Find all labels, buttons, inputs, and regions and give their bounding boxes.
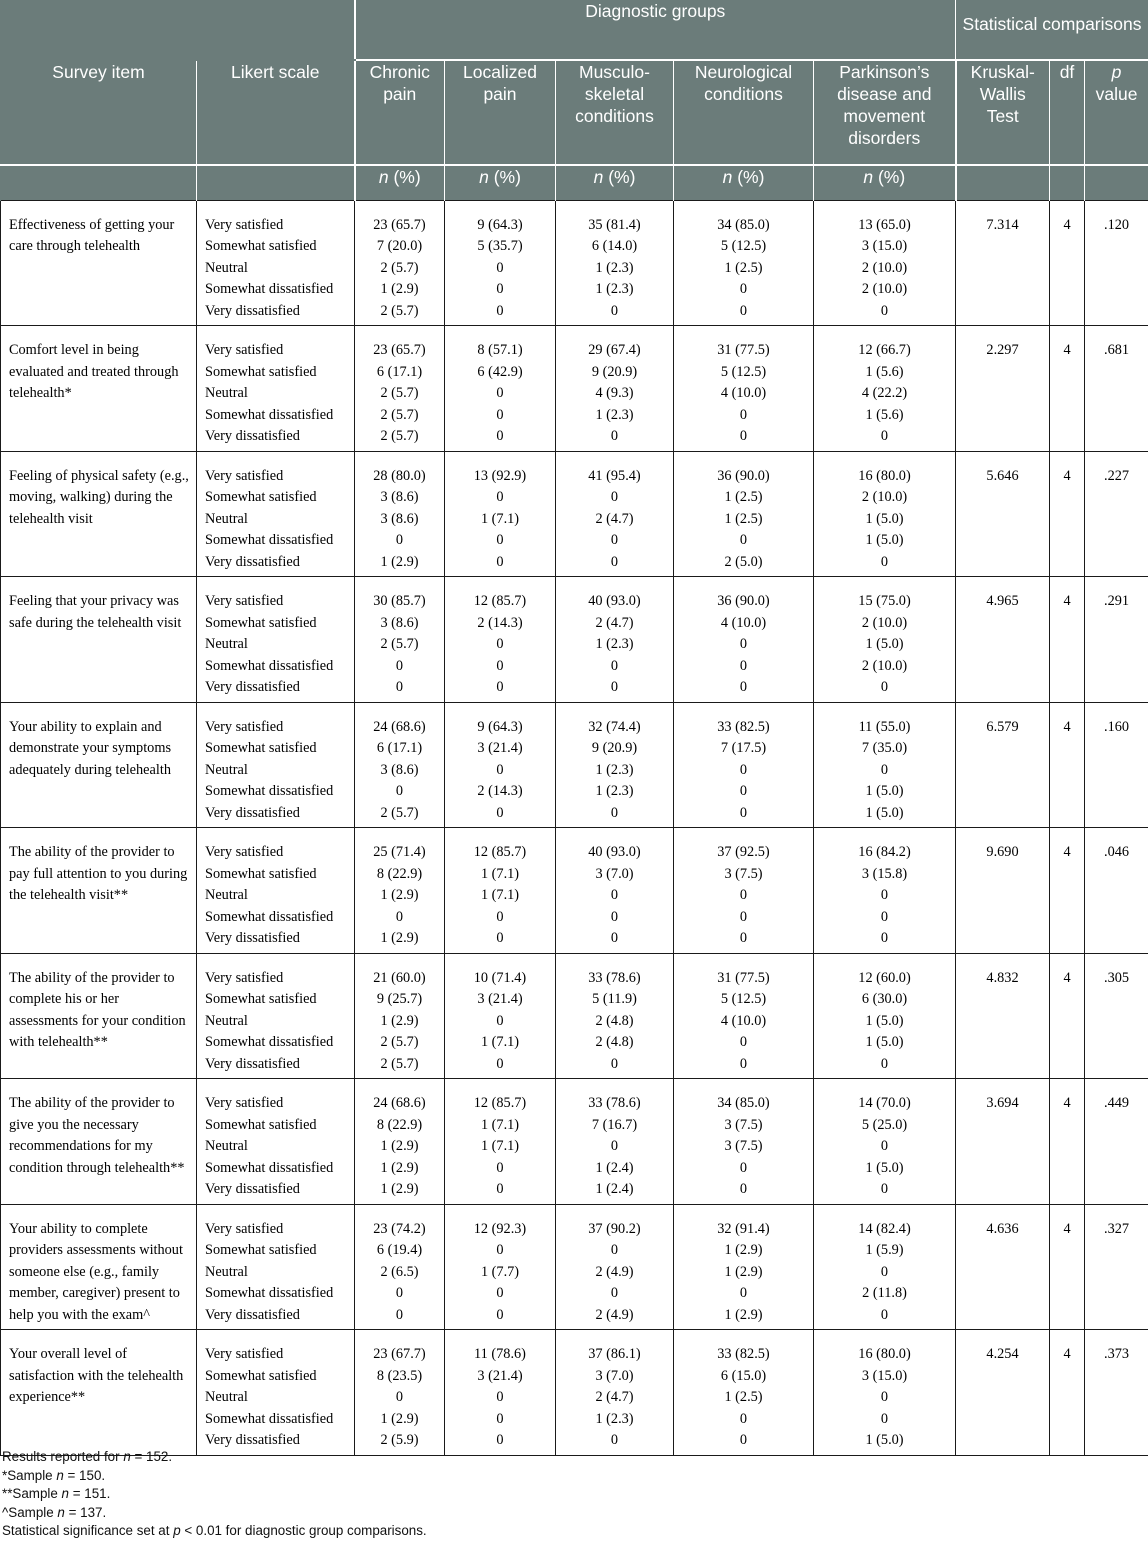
header-p-value <box>1085 60 1148 165</box>
footnote-significance: Statistical significance set at p < 0.01 for diagnostic group comparisons. <box>2 1523 427 1539</box>
cell-p-value: .681 <box>1085 326 1148 452</box>
survey-row <box>1 326 1148 452</box>
likert-levels: Very satisfied Somewhat satisfied Neutral Somewhat dissatisfied Very dissatisfied <box>197 451 355 577</box>
cell-localized-pain: 10 (71.4) 3 (21.4) 0 1 (7.1) 0 <box>445 953 556 1079</box>
cell-musculoskeletal: 33 (78.6) 5 (11.9) 2 (4.8) 2 (4.8) 0 <box>556 953 674 1079</box>
likert-levels: Very satisfied Somewhat satisfied Neutral Somewhat dissatisfied Very dissatisfied <box>197 1204 355 1330</box>
header-group-parkinsons: Parkinson’s disease and movement disorders <box>814 60 956 165</box>
header-units-blank-4 <box>1050 165 1085 200</box>
cell-musculoskeletal: 32 (74.4) 9 (20.9) 1 (2.3) 1 (2.3) 0 <box>556 702 674 828</box>
footnote-total-n: Results reported for n = 152. <box>2 1449 173 1464</box>
cell-localized-pain: 9 (64.3) 5 (35.7) 0 0 0 <box>445 200 556 326</box>
cell-df: 4 <box>1050 953 1085 1079</box>
footnote-single-asterisk: *Sample n = 150. <box>2 1467 106 1483</box>
cell-df: 4 <box>1050 577 1085 703</box>
header-units-blank-5 <box>1085 165 1148 200</box>
survey-row <box>1 953 1148 1079</box>
cell-parkinsons: 14 (70.0) 5 (25.0) 0 1 (5.0) 0 <box>814 1079 956 1205</box>
cell-musculoskeletal: 29 (67.4) 9 (20.9) 4 (9.3) 1 (2.3) 0 <box>556 326 674 452</box>
header-units-n-pct: n (%) <box>355 165 445 200</box>
cell-neurological: 33 (82.5) 7 (17.5) 0 0 0 <box>674 702 814 828</box>
header-blank <box>1 0 355 60</box>
cell-chronic-pain: 23 (65.7) 6 (17.1) 2 (5.7) 2 (5.7) 2 (5.7) <box>355 326 445 452</box>
header-likert-scale: Likert scale <box>197 60 355 165</box>
survey-row <box>1 200 1148 326</box>
likert-levels: Very satisfied Somewhat satisfied Neutral Somewhat dissatisfied Very dissatisfied <box>197 702 355 828</box>
table-header <box>1 0 1148 200</box>
p-italic: p <box>1111 62 1122 82</box>
cell-neurological: 32 (91.4) 1 (2.9) 1 (2.9) 0 1 (2.9) <box>674 1204 814 1330</box>
header-units-n-pct: n (%) <box>674 165 814 200</box>
cell-parkinsons: 16 (80.0) 3 (15.0) 0 0 1 (5.0) <box>814 1330 956 1456</box>
cell-chronic-pain: 23 (67.7) 8 (23.5) 0 1 (2.9) 2 (5.9) <box>355 1330 445 1456</box>
cell-chronic-pain: 24 (68.6) 8 (22.9) 1 (2.9) 1 (2.9) 1 (2.9) <box>355 1079 445 1205</box>
cell-df: 4 <box>1050 1079 1085 1205</box>
cell-p-value: .160 <box>1085 702 1148 828</box>
cell-musculoskeletal: 40 (93.0) 3 (7.0) 0 0 0 <box>556 828 674 954</box>
survey-row <box>1 1079 1148 1205</box>
likert-levels: Very satisfied Somewhat satisfied Neutral Somewhat dissatisfied Very dissatisfied <box>197 200 355 326</box>
header-survey-item: Survey item <box>1 60 197 165</box>
cell-parkinsons: 11 (55.0) 7 (35.0) 0 1 (5.0) 1 (5.0) <box>814 702 956 828</box>
header-df: df <box>1050 60 1085 165</box>
cell-kruskal-wallis: 4.636 <box>956 1204 1050 1330</box>
cell-chronic-pain: 30 (85.7) 3 (8.6) 2 (5.7) 0 0 <box>355 577 445 703</box>
likert-levels: Very satisfied Somewhat satisfied Neutral Somewhat dissatisfied Very dissatisfied <box>197 326 355 452</box>
cell-p-value: .305 <box>1085 953 1148 1079</box>
survey-row <box>1 828 1148 954</box>
cell-neurological: 33 (82.5) 6 (15.0) 1 (2.5) 0 0 <box>674 1330 814 1456</box>
header-group-neurological: Neurological conditions <box>674 60 814 165</box>
survey-item-text: The ability of the provider to give you the necessary recommendations for my condition through telehealth** <box>1 1079 197 1205</box>
cell-p-value: .046 <box>1085 828 1148 954</box>
cell-kruskal-wallis: 5.646 <box>956 451 1050 577</box>
cell-p-value: .291 <box>1085 577 1148 703</box>
p-value-word: value <box>1095 84 1138 104</box>
cell-parkinsons: 12 (66.7) 1 (5.6) 4 (22.2) 1 (5.6) 0 <box>814 326 956 452</box>
likert-levels: Very satisfied Somewhat satisfied Neutral Somewhat dissatisfied Very dissatisfied <box>197 577 355 703</box>
table-footnotes <box>2 1448 427 1541</box>
cell-chronic-pain: 25 (71.4) 8 (22.9) 1 (2.9) 0 1 (2.9) <box>355 828 445 954</box>
cell-kruskal-wallis: 9.690 <box>956 828 1050 954</box>
header-units-n-pct: n (%) <box>445 165 556 200</box>
survey-item-text: The ability of the provider to complete his or her assessments for your condition with telehealth** <box>1 953 197 1079</box>
header-group-musculoskeletal: Musculo-skeletal conditions <box>556 60 674 165</box>
survey-row <box>1 1204 1148 1330</box>
cell-musculoskeletal: 37 (86.1) 3 (7.0) 2 (4.7) 1 (2.3) 0 <box>556 1330 674 1456</box>
cell-chronic-pain: 21 (60.0) 9 (25.7) 1 (2.9) 2 (5.7) 2 (5.7) <box>355 953 445 1079</box>
cell-kruskal-wallis: 3.694 <box>956 1079 1050 1205</box>
cell-df: 4 <box>1050 702 1085 828</box>
cell-neurological: 36 (90.0) 1 (2.5) 1 (2.5) 0 2 (5.0) <box>674 451 814 577</box>
survey-row <box>1 1330 1148 1456</box>
cell-parkinsons: 12 (60.0) 6 (30.0) 1 (5.0) 1 (5.0) 0 <box>814 953 956 1079</box>
cell-df: 4 <box>1050 1330 1085 1456</box>
header-statistical-comparisons: Statistical comparisons <box>956 0 1148 60</box>
cell-chronic-pain: 23 (65.7) 7 (20.0) 2 (5.7) 1 (2.9) 2 (5.7) <box>355 200 445 326</box>
cell-p-value: .227 <box>1085 451 1148 577</box>
cell-neurological: 31 (77.5) 5 (12.5) 4 (10.0) 0 0 <box>674 953 814 1079</box>
header-units-n-pct: n (%) <box>814 165 956 200</box>
likert-levels: Very satisfied Somewhat satisfied Neutral Somewhat dissatisfied Very dissatisfied <box>197 953 355 1079</box>
survey-item-text: The ability of the provider to pay full attention to you during the telehealth visit** <box>1 828 197 954</box>
cell-chronic-pain: 23 (74.2) 6 (19.4) 2 (6.5) 0 0 <box>355 1204 445 1330</box>
header-kruskal-wallis: Kruskal-Wallis Test <box>956 60 1050 165</box>
cell-neurological: 36 (90.0) 4 (10.0) 0 0 0 <box>674 577 814 703</box>
header-units-blank-3 <box>956 165 1050 200</box>
footnote-double-asterisk: **Sample n = 151. <box>2 1486 111 1502</box>
cell-neurological: 37 (92.5) 3 (7.5) 0 0 0 <box>674 828 814 954</box>
cell-parkinsons: 16 (84.2) 3 (15.8) 0 0 0 <box>814 828 956 954</box>
cell-parkinsons: 14 (82.4) 1 (5.9) 0 2 (11.8) 0 <box>814 1204 956 1330</box>
cell-localized-pain: 13 (92.9) 0 1 (7.1) 0 0 <box>445 451 556 577</box>
cell-p-value: .327 <box>1085 1204 1148 1330</box>
survey-row <box>1 577 1148 703</box>
cell-localized-pain: 12 (85.7) 1 (7.1) 1 (7.1) 0 0 <box>445 1079 556 1205</box>
cell-p-value: .449 <box>1085 1079 1148 1205</box>
cell-df: 4 <box>1050 200 1085 326</box>
cell-p-value: .120 <box>1085 200 1148 326</box>
cell-p-value: .373 <box>1085 1330 1148 1456</box>
cell-df: 4 <box>1050 326 1085 452</box>
survey-item-text: Your ability to complete providers assessments without someone else (e.g., family member, caregiver) present to help you with the exam^ <box>1 1204 197 1330</box>
cell-chronic-pain: 24 (68.6) 6 (17.1) 3 (8.6) 0 2 (5.7) <box>355 702 445 828</box>
survey-item-text: Your ability to explain and demonstrate your symptoms adequately during telehealth <box>1 702 197 828</box>
survey-row <box>1 451 1148 577</box>
cell-localized-pain: 12 (85.7) 1 (7.1) 1 (7.1) 0 0 <box>445 828 556 954</box>
header-diagnostic-groups: Diagnostic groups <box>355 0 956 60</box>
survey-item-text: Feeling of physical safety (e.g., moving, walking) during the telehealth visit <box>1 451 197 577</box>
likert-levels: Very satisfied Somewhat satisfied Neutral Somewhat dissatisfied Very dissatisfied <box>197 1079 355 1205</box>
cell-kruskal-wallis: 7.314 <box>956 200 1050 326</box>
cell-localized-pain: 8 (57.1) 6 (42.9) 0 0 0 <box>445 326 556 452</box>
header-units-blank-2 <box>197 165 355 200</box>
cell-kruskal-wallis: 6.579 <box>956 702 1050 828</box>
cell-df: 4 <box>1050 451 1085 577</box>
likert-levels: Very satisfied Somewhat satisfied Neutral Somewhat dissatisfied Very dissatisfied <box>197 828 355 954</box>
cell-localized-pain: 11 (78.6) 3 (21.4) 0 0 0 <box>445 1330 556 1456</box>
survey-item-text: Your overall level of satisfaction with the telehealth experience** <box>1 1330 197 1456</box>
cell-chronic-pain: 28 (80.0) 3 (8.6) 3 (8.6) 0 1 (2.9) <box>355 451 445 577</box>
cell-localized-pain: 12 (92.3) 0 1 (7.7) 0 0 <box>445 1204 556 1330</box>
cell-musculoskeletal: 41 (95.4) 0 2 (4.7) 0 0 <box>556 451 674 577</box>
survey-item-text: Effectiveness of getting your care through telehealth <box>1 200 197 326</box>
header-units-blank-1 <box>1 165 197 200</box>
cell-kruskal-wallis: 4.832 <box>956 953 1050 1079</box>
header-units-n-pct: n (%) <box>556 165 674 200</box>
cell-parkinsons: 16 (80.0) 2 (10.0) 1 (5.0) 1 (5.0) 0 <box>814 451 956 577</box>
cell-localized-pain: 9 (64.3) 3 (21.4) 0 2 (14.3) 0 <box>445 702 556 828</box>
cell-df: 4 <box>1050 1204 1085 1330</box>
cell-neurological: 34 (85.0) 3 (7.5) 3 (7.5) 0 0 <box>674 1079 814 1205</box>
survey-item-text: Feeling that your privacy was safe during the telehealth visit <box>1 577 197 703</box>
cell-df: 4 <box>1050 828 1085 954</box>
survey-row <box>1 702 1148 828</box>
cell-localized-pain: 12 (85.7) 2 (14.3) 0 0 0 <box>445 577 556 703</box>
cell-kruskal-wallis: 4.254 <box>956 1330 1050 1456</box>
cell-neurological: 31 (77.5) 5 (12.5) 4 (10.0) 0 0 <box>674 326 814 452</box>
survey-item-text: Comfort level in being evaluated and treated through telehealth* <box>1 326 197 452</box>
header-group-chronic-pain: Chronic pain <box>355 60 445 165</box>
cell-neurological: 34 (85.0) 5 (12.5) 1 (2.5) 0 0 <box>674 200 814 326</box>
likert-levels: Very satisfied Somewhat satisfied Neutral Somewhat dissatisfied Very dissatisfied <box>197 1330 355 1456</box>
cell-musculoskeletal: 40 (93.0) 2 (4.7) 1 (2.3) 0 0 <box>556 577 674 703</box>
cell-parkinsons: 15 (75.0) 2 (10.0) 1 (5.0) 2 (10.0) 0 <box>814 577 956 703</box>
cell-musculoskeletal: 35 (81.4) 6 (14.0) 1 (2.3) 1 (2.3) 0 <box>556 200 674 326</box>
cell-kruskal-wallis: 4.965 <box>956 577 1050 703</box>
cell-musculoskeletal: 37 (90.2) 0 2 (4.9) 0 2 (4.9) <box>556 1204 674 1330</box>
footnote-caret: ^Sample n = 137. <box>2 1504 107 1520</box>
header-group-localized-pain: Localized pain <box>445 60 556 165</box>
cell-kruskal-wallis: 2.297 <box>956 326 1050 452</box>
cell-parkinsons: 13 (65.0) 3 (15.0) 2 (10.0) 2 (10.0) 0 <box>814 200 956 326</box>
cell-musculoskeletal: 33 (78.6) 7 (16.7) 0 1 (2.4) 1 (2.4) <box>556 1079 674 1205</box>
